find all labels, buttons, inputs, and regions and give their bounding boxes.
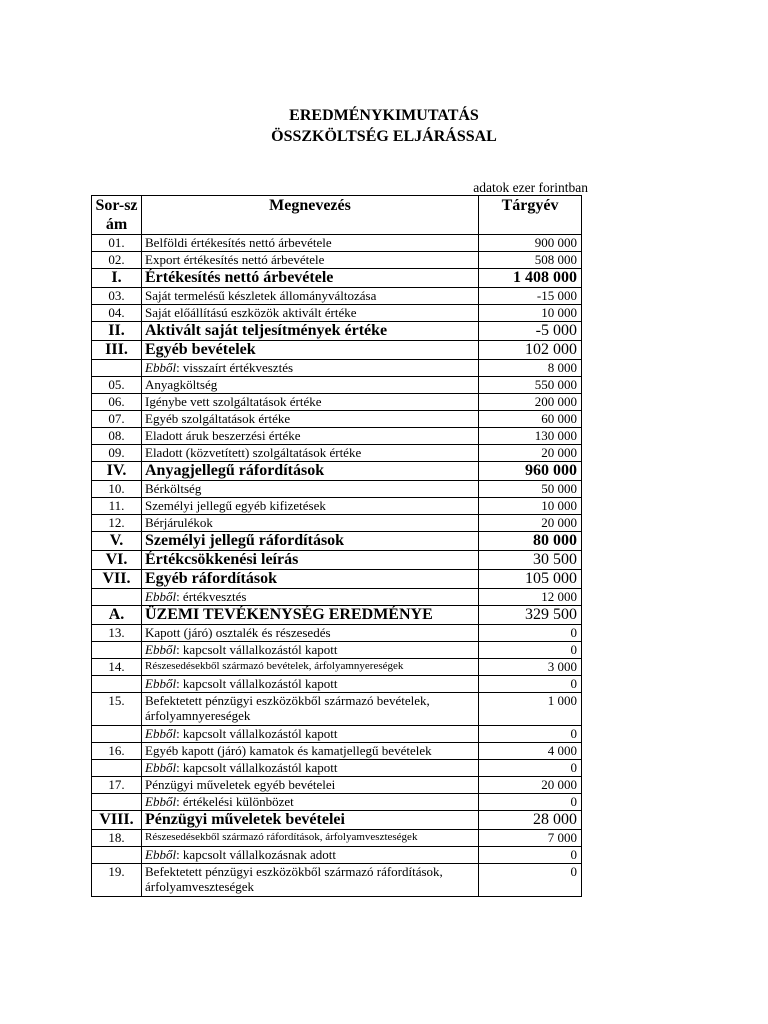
row-number: 19. <box>92 864 142 897</box>
row-number <box>92 360 142 377</box>
row-value: 7 000 <box>479 830 582 847</box>
row-name: Aktivált saját teljesítmények értéke <box>142 322 479 341</box>
row-name: Részesedésekből származó bevételek, árfolyamnyereségek <box>142 659 479 676</box>
row-value: 20 000 <box>479 777 582 794</box>
row-name: Eladott áruk beszerzési értéke <box>142 428 479 445</box>
row-number: VI. <box>92 551 142 570</box>
row-name: Egyéb bevételek <box>142 341 479 360</box>
row-name: Saját előállítású eszközök aktivált értéke <box>142 305 479 322</box>
row-name: Egyéb szolgáltatások értéke <box>142 411 479 428</box>
table-row <box>92 305 582 322</box>
row-number: 01. <box>92 235 142 252</box>
table-row <box>92 777 582 794</box>
row-number: 10. <box>92 481 142 498</box>
table-row <box>92 360 582 377</box>
row-name: Személyi jellegű ráfordítások <box>142 532 479 551</box>
income-statement-table <box>91 195 582 897</box>
row-number: 12. <box>92 515 142 532</box>
row-number <box>92 676 142 693</box>
row-value: 0 <box>479 625 582 642</box>
row-number: 04. <box>92 305 142 322</box>
row-value: -5 000 <box>479 322 582 341</box>
row-name: Igénybe vett szolgáltatások értéke <box>142 394 479 411</box>
row-number: 14. <box>92 659 142 676</box>
row-value: 960 000 <box>479 462 582 481</box>
row-value: 10 000 <box>479 498 582 515</box>
row-name-text: : kapcsolt vállalkozásnak adott <box>176 847 336 862</box>
row-number: VII. <box>92 570 142 589</box>
row-prefix: Ebből <box>145 642 177 657</box>
document-title: EREDMÉNYKIMUTATÁS <box>289 107 479 124</box>
row-name: Bérköltség <box>142 481 479 498</box>
table-row <box>92 322 582 341</box>
row-name <box>142 360 479 377</box>
table-row <box>92 625 582 642</box>
row-name: Bérjárulékok <box>142 515 479 532</box>
row-number: 07. <box>92 411 142 428</box>
row-number: 08. <box>92 428 142 445</box>
row-name: Egyéb kapott (járó) kamatok és kamatjellegű bevételek <box>142 743 479 760</box>
row-name: Eladott (közvetített) szolgáltatások értéke <box>142 445 479 462</box>
row-number: II. <box>92 322 142 341</box>
row-number <box>92 794 142 811</box>
row-name-text: : kapcsolt vállalkozástól kapott <box>176 760 338 775</box>
row-number: IV. <box>92 462 142 481</box>
table-row <box>92 676 582 693</box>
row-number <box>92 760 142 777</box>
row-name: ÜZEMI TEVÉKENYSÉG EREDMÉNYE <box>142 606 479 625</box>
row-prefix: Ebből <box>145 726 177 741</box>
row-name <box>142 642 479 659</box>
table-row <box>92 794 582 811</box>
row-name: Értékcsökkenési leírás <box>142 551 479 570</box>
row-name-text: : visszaírt értékvesztés <box>176 360 294 375</box>
table-row <box>92 551 582 570</box>
table-row <box>92 288 582 305</box>
table-row <box>92 570 582 589</box>
row-value: 130 000 <box>479 428 582 445</box>
row-value: 28 000 <box>479 811 582 830</box>
table-row <box>92 377 582 394</box>
table-row <box>92 606 582 625</box>
row-number: 03. <box>92 288 142 305</box>
row-value: 105 000 <box>479 570 582 589</box>
row-name: Pénzügyi műveletek bevételei <box>142 811 479 830</box>
row-prefix: Ebből <box>145 760 177 775</box>
row-name: Pénzügyi műveletek egyéb bevételei <box>142 777 479 794</box>
row-value: 30 500 <box>479 551 582 570</box>
table-header-row <box>92 196 582 235</box>
row-number: VIII. <box>92 811 142 830</box>
unit-note: adatok ezer forintban <box>473 180 588 195</box>
row-value: 329 500 <box>479 606 582 625</box>
row-number <box>92 642 142 659</box>
row-value: 20 000 <box>479 445 582 462</box>
row-name <box>142 589 479 606</box>
row-number: 15. <box>92 693 142 726</box>
row-name: Kapott (járó) osztalék és részesedés <box>142 625 479 642</box>
row-value: 4 000 <box>479 743 582 760</box>
row-value: 0 <box>479 642 582 659</box>
row-number: I. <box>92 269 142 288</box>
document-subtitle: ÖSSZKÖLTSÉG ELJÁRÁSSAL <box>271 128 497 145</box>
row-value: 200 000 <box>479 394 582 411</box>
row-value: 900 000 <box>479 235 582 252</box>
row-value: 550 000 <box>479 377 582 394</box>
row-value: 0 <box>479 676 582 693</box>
row-name <box>142 676 479 693</box>
row-value: 80 000 <box>479 532 582 551</box>
table-row <box>92 462 582 481</box>
row-number: 09. <box>92 445 142 462</box>
row-number: 06. <box>92 394 142 411</box>
row-name: Anyagjellegű ráfordítások <box>142 462 479 481</box>
table-row <box>92 659 582 676</box>
row-number: 17. <box>92 777 142 794</box>
row-number: V. <box>92 532 142 551</box>
row-value: 3 000 <box>479 659 582 676</box>
table-row <box>92 642 582 659</box>
table-row <box>92 743 582 760</box>
table-row <box>92 269 582 288</box>
table-row <box>92 760 582 777</box>
header-row-number: Sor-szám <box>92 196 142 235</box>
row-number: 02. <box>92 252 142 269</box>
table-row <box>92 811 582 830</box>
row-value: 50 000 <box>479 481 582 498</box>
table-row <box>92 481 582 498</box>
table-row <box>92 428 582 445</box>
row-number: 13. <box>92 625 142 642</box>
table-row <box>92 394 582 411</box>
table-row <box>92 847 582 864</box>
row-name: Saját termelésű készletek állományváltozása <box>142 288 479 305</box>
row-number: 11. <box>92 498 142 515</box>
table-row <box>92 864 582 897</box>
row-value: 0 <box>479 726 582 743</box>
row-value: 20 000 <box>479 515 582 532</box>
row-name: Befektetett pénzügyi eszközökből származó bevételek, árfolyamnyereségek <box>142 693 479 726</box>
row-value: 0 <box>479 864 582 897</box>
row-value: 1 000 <box>479 693 582 726</box>
row-name-text: : értékelési különbözet <box>176 794 294 809</box>
header-name: Megnevezés <box>142 196 479 235</box>
row-value: -15 000 <box>479 288 582 305</box>
table-row <box>92 726 582 743</box>
row-number <box>92 726 142 743</box>
row-value: 1 408 000 <box>479 269 582 288</box>
row-number <box>92 589 142 606</box>
row-name: Belföldi értékesítés nettó árbevétele <box>142 235 479 252</box>
row-name: Export értékesítés nettó árbevétele <box>142 252 479 269</box>
table-row <box>92 830 582 847</box>
row-prefix: Ebből <box>145 847 177 862</box>
table-row <box>92 252 582 269</box>
row-name <box>142 760 479 777</box>
row-prefix: Ebből <box>145 794 177 809</box>
row-value: 60 000 <box>479 411 582 428</box>
table-row <box>92 515 582 532</box>
row-number: 18. <box>92 830 142 847</box>
row-value: 102 000 <box>479 341 582 360</box>
row-value: 0 <box>479 847 582 864</box>
table-row <box>92 693 582 726</box>
row-name: Anyagköltség <box>142 377 479 394</box>
row-name: Értékesítés nettó árbevétele <box>142 269 479 288</box>
table-row <box>92 445 582 462</box>
row-name-text: : kapcsolt vállalkozástól kapott <box>176 726 338 741</box>
row-number: 16. <box>92 743 142 760</box>
row-name-text: : értékvesztés <box>176 589 247 604</box>
table-row <box>92 532 582 551</box>
row-name: Egyéb ráfordítások <box>142 570 479 589</box>
row-prefix: Ebből <box>145 360 177 375</box>
row-name <box>142 726 479 743</box>
row-value: 508 000 <box>479 252 582 269</box>
row-name: Befektetett pénzügyi eszközökből származó ráfordítások, árfolyamveszteségek <box>142 864 479 897</box>
row-number: III. <box>92 341 142 360</box>
row-number: A. <box>92 606 142 625</box>
row-number <box>92 847 142 864</box>
table-row <box>92 235 582 252</box>
row-value: 0 <box>479 794 582 811</box>
header-value: Tárgyév <box>479 196 582 235</box>
row-value: 10 000 <box>479 305 582 322</box>
row-prefix: Ebből <box>145 589 177 604</box>
row-name <box>142 794 479 811</box>
row-prefix: Ebből <box>145 676 177 691</box>
row-name: Részesedésekből származó ráfordítások, árfolyamveszteségek <box>142 830 479 847</box>
row-value: 8 000 <box>479 360 582 377</box>
table-row <box>92 498 582 515</box>
row-value: 12 000 <box>479 589 582 606</box>
table-row <box>92 411 582 428</box>
table-row <box>92 589 582 606</box>
row-number: 05. <box>92 377 142 394</box>
table-body <box>92 235 582 897</box>
row-value: 0 <box>479 760 582 777</box>
row-name-text: : kapcsolt vállalkozástól kapott <box>176 642 338 657</box>
row-name <box>142 847 479 864</box>
row-name: Személyi jellegű egyéb kifizetések <box>142 498 479 515</box>
row-name-text: : kapcsolt vállalkozástól kapott <box>176 676 338 691</box>
table-row <box>92 341 582 360</box>
